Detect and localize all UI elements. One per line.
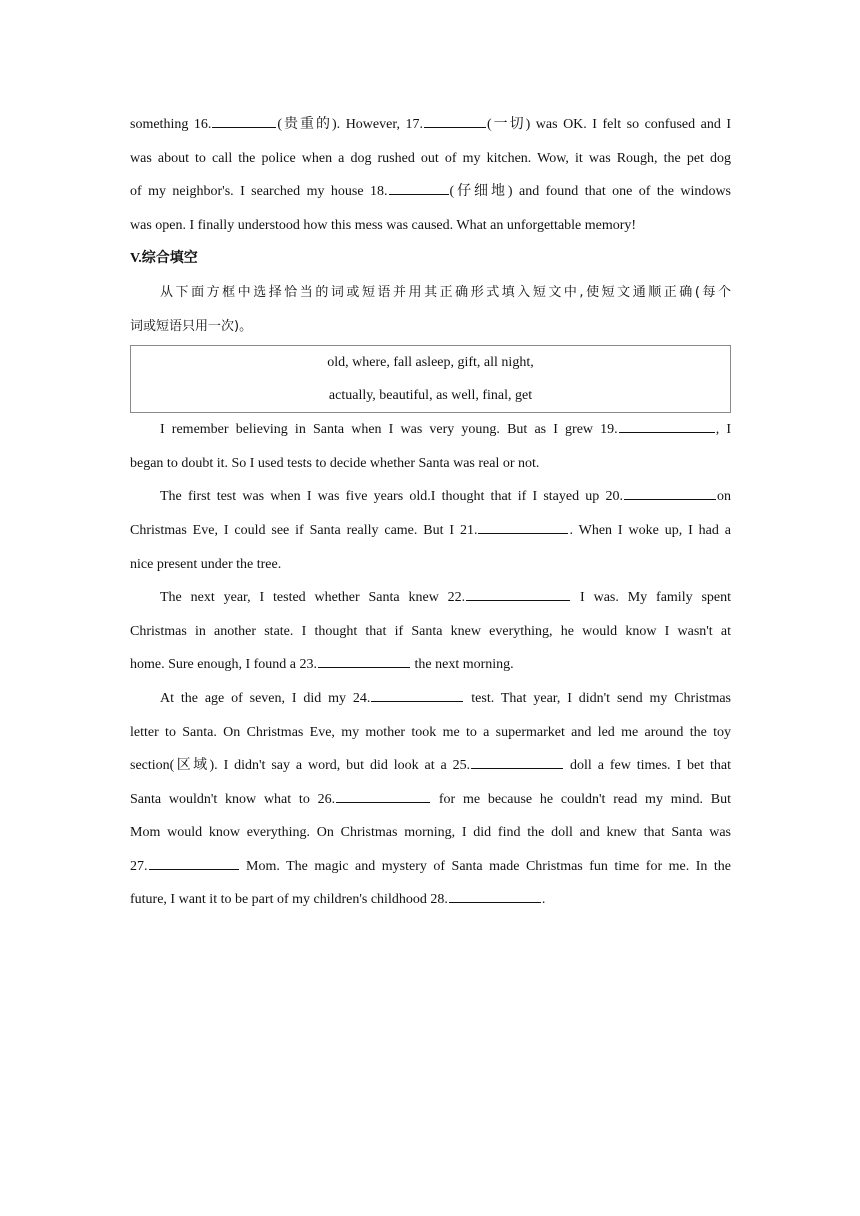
- text-segment: test. That year, I didn't send my Christmas: [464, 690, 731, 706]
- text-segment: doll a few times. I bet that: [564, 758, 731, 774]
- text-line: [130, 648, 731, 682]
- text-line: [130, 108, 731, 142]
- text-line: began to doubt it. So I used tests to decide whether Santa was real or not.: [130, 455, 540, 471]
- text-segment: for me because he couldn't read my mind. But: [431, 791, 731, 807]
- text-line: [130, 581, 731, 615]
- text-segment: . When I woke up, I had a: [569, 522, 731, 538]
- answer-blank-18[interactable]: [389, 193, 449, 195]
- answer-blank-21[interactable]: [478, 532, 568, 534]
- text-line: was open. I finally understood how this mess was caused. What an unforgettable memory!: [130, 217, 637, 233]
- text-line: Christmas in another state. I thought that if Santa knew everything, he would know I wasn't at: [130, 623, 731, 639]
- text-segment: on: [717, 489, 731, 505]
- answer-blank-16[interactable]: [212, 126, 276, 128]
- text-segment: (贵重的). However, 17.: [277, 117, 423, 132]
- text-segment: (仔细地) and found that one of the windows: [449, 184, 731, 200]
- word-bank-row: actually, beautiful, as well, final, get: [328, 388, 533, 404]
- text-segment: home. Sure enough, I found a 23.: [130, 657, 318, 673]
- answer-blank-23[interactable]: [318, 666, 410, 668]
- text-segment: I remember believing in Santa when I was very young. But as I grew 19.: [160, 422, 618, 438]
- text-line: [130, 514, 731, 548]
- answer-blank-22[interactable]: [466, 599, 570, 601]
- text-line: [130, 413, 731, 447]
- word-bank-box: [130, 345, 731, 413]
- answer-blank-28[interactable]: [449, 901, 541, 903]
- text-segment: At the age of seven, I did my 24.: [160, 690, 371, 706]
- text-line: [130, 850, 731, 884]
- answer-blank-20[interactable]: [624, 498, 716, 500]
- text-segment: Christmas Eve, I could see if Santa really came. But I 21.: [130, 522, 478, 538]
- answer-blank-24[interactable]: [371, 700, 463, 702]
- text-segment: of my neighbor's. I searched my house 18.: [130, 184, 388, 200]
- text-line: [130, 749, 731, 783]
- text-line: nice present under the tree.: [130, 556, 282, 572]
- text-segment: 27.: [130, 858, 148, 874]
- text-segment: .: [541, 892, 546, 908]
- instruction-line: 从下面方框中选择恰当的词或短语并用其正确形式填入短文中,使短文通顺正确(每个: [160, 284, 731, 300]
- text-line: [130, 682, 731, 716]
- text-segment: Santa wouldn't know what to 26.: [130, 791, 336, 807]
- answer-blank-17[interactable]: [424, 126, 486, 128]
- text-segment: the next morning.: [411, 657, 514, 673]
- word-bank-row: old, where, fall asleep, gift, all night,: [327, 355, 534, 371]
- text-segment: , I: [715, 422, 731, 438]
- answer-blank-19[interactable]: [619, 431, 715, 433]
- instruction-line: 词或短语只用一次)。: [130, 318, 253, 334]
- text-line: [130, 883, 731, 917]
- section-heading: V.综合填空: [130, 251, 198, 267]
- text-line: letter to Santa. On Christmas Eve, my mother took me to a supermarket and led me around the toy: [130, 724, 731, 740]
- answer-blank-25[interactable]: [471, 767, 563, 769]
- text-line: [130, 480, 731, 514]
- worksheet-content: [130, 108, 731, 917]
- text-segment: section(区域). I didn't say a word, but did look at a 25.: [130, 758, 471, 774]
- text-segment: Mom. The magic and mystery of Santa made Christmas fun time for me. In the: [239, 858, 731, 874]
- text-segment: something 16.: [130, 117, 212, 132]
- text-segment: The first test was when I was five years old.I thought that if I stayed up 20.: [160, 489, 623, 505]
- text-line: [130, 175, 731, 209]
- text-line: [130, 783, 731, 817]
- text-line: was about to call the police when a dog rushed out of my kitchen. Wow, it was Rough, the pet dog: [130, 150, 731, 166]
- text-segment: (一切) was OK. I felt so confused and I: [486, 117, 731, 132]
- answer-blank-27[interactable]: [149, 868, 239, 870]
- answer-blank-26[interactable]: [336, 801, 430, 803]
- text-line: Mom would know everything. On Christmas morning, I did find the doll and knew that Santa was: [130, 825, 731, 841]
- text-segment: The next year, I tested whether Santa knew 22.: [160, 590, 466, 606]
- text-segment: future, I want it to be part of my children's childhood 28.: [130, 892, 448, 908]
- text-segment: I was. My family spent: [571, 590, 732, 606]
